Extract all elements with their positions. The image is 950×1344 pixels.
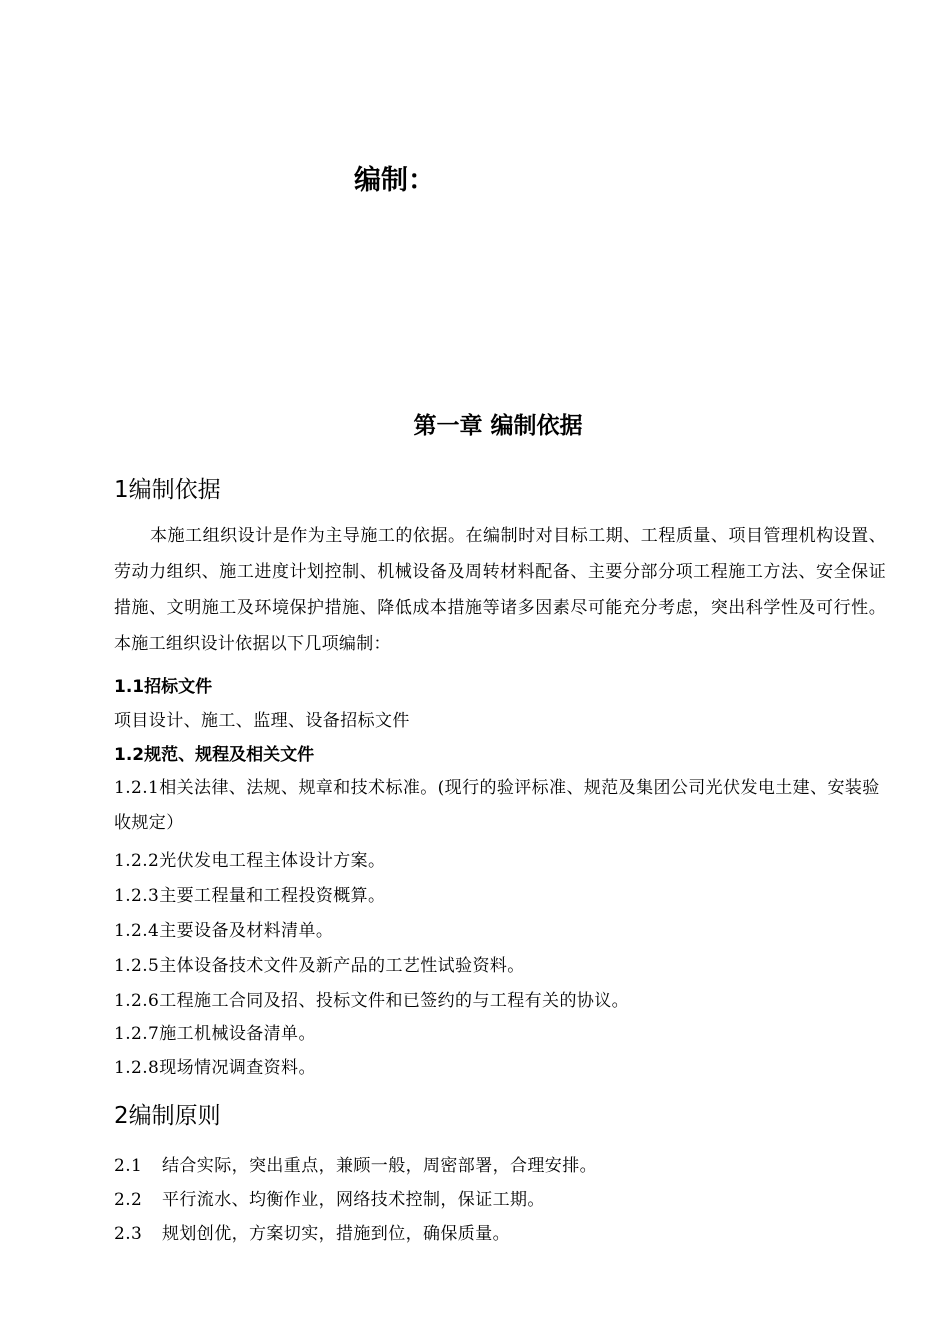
section-1-intro-paragraph: 本施工组织设计是作为主导施工的依据。在编制时对目标工期、工程质量、项目管理机构设置、劳动力组织、施工进度计划控制、机械设备及周转材料配备、主要分部分项工程施工方法、安全保证措施、文明施工及环境保护措施、降低成本措施等诸多因素尽可能充分考虑，突出科学性及可行性。本施工组织设计依据以下几项编制：: [114, 526, 886, 654]
item-1-2-8: 1.2.8现场情况调查资料。: [114, 1058, 316, 1078]
subsection-1-2-heading: 1.2规范、规程及相关文件: [114, 745, 315, 765]
principle-text: 平行流水、均衡作业，网络技术控制，保证工期。: [162, 1190, 545, 1210]
item-1-2-7: 1.2.7施工机械设备清单。: [114, 1024, 316, 1044]
section-2-heading: 2编制原则: [114, 1103, 221, 1129]
item-1-2-6: 1.2.6工程施工合同及招、投标文件和已签约的与工程有关的协议。: [114, 991, 630, 1011]
principle-text: 规划创优，方案切实，措施到位，确保质量。: [162, 1224, 510, 1244]
principle-number: 2.2: [114, 1190, 143, 1210]
principle-2-1: [114, 1151, 597, 1176]
subsection-1-1-text: 项目设计、施工、监理、设备招标文件: [114, 711, 410, 731]
principle-2-3: [114, 1219, 510, 1244]
principle-number: 2.1: [114, 1156, 143, 1176]
section-1-heading: 1编制依据: [114, 477, 221, 503]
item-1-2-4: 1.2.4主要设备及材料清单。: [114, 921, 334, 941]
principle-number: 2.3: [114, 1224, 143, 1244]
compile-label: 编制：: [354, 165, 435, 196]
item-1-2-2: 1.2.2光伏发电工程主体设计方案。: [114, 851, 386, 871]
principle-2-2: [114, 1185, 545, 1210]
chapter-title: 第一章 编制依据: [413, 413, 583, 439]
item-1-2-1: 1.2.1相关法律、法规、规章和技术标准。(现行的验评标准、规范及集团公司光伏发电土建、安装验收规定）: [114, 778, 880, 833]
item-1-2-3: 1.2.3主要工程量和工程投资概算。: [114, 886, 386, 906]
subsection-1-1-heading: 1.1招标文件: [114, 677, 213, 697]
item-1-2-5: 1.2.5主体设备技术文件及新产品的工艺性试验资料。: [114, 956, 525, 976]
principle-text: 结合实际，突出重点，兼顾一般，周密部署，合理安排。: [162, 1156, 597, 1176]
